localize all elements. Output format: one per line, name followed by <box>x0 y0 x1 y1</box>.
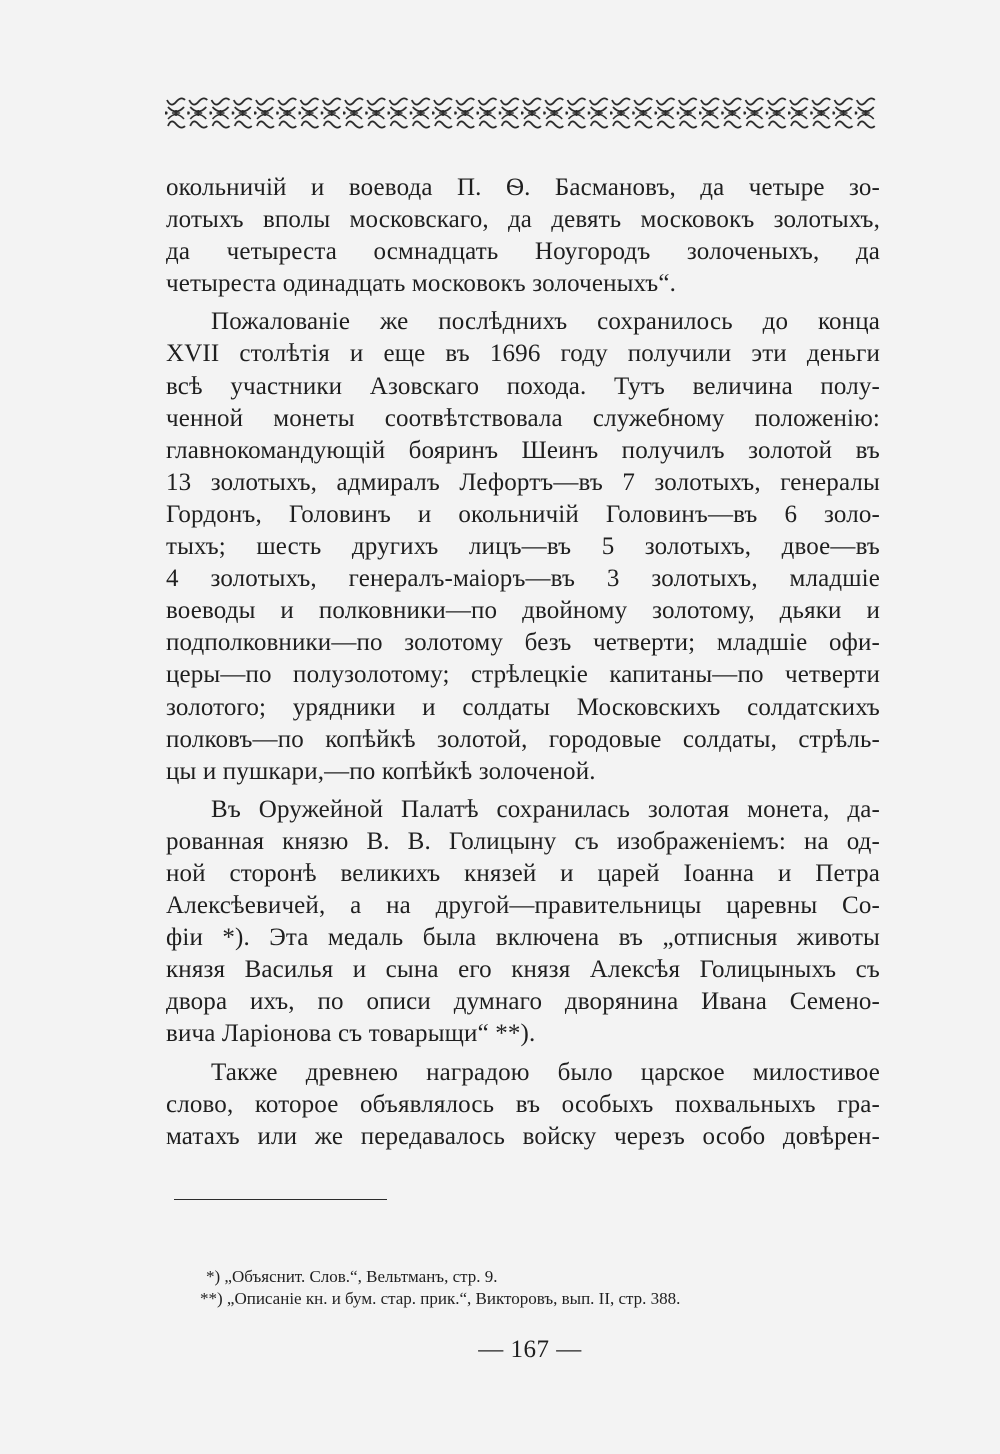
text-line: князя Василья и сына его князя Алексѣя Голицыныхъ съ <box>166 956 880 984</box>
paragraph <box>166 172 880 300</box>
body-text <box>166 172 880 1153</box>
text-line: фіи *). Эта медаль была включена въ „отписныя животы <box>166 924 880 952</box>
text-line: ченной монеты соотвѣтствовала служебному положенію: <box>166 404 880 432</box>
paragraph <box>166 306 880 787</box>
text-line: Гордонъ, Головинъ и окольничій Головинъ—въ 6 золо- <box>166 500 880 528</box>
text-line: подполковники—по золотому безъ четверти; младшіе офи- <box>166 629 880 657</box>
text-line: всѣ участники Азовскаго похода. Тутъ величина полу- <box>166 372 880 400</box>
text-line: Также древнею наградою было царское милостивое <box>211 1058 880 1086</box>
footnote: *) „Объяснит. Слов.“, Вельтманъ, стр. 9. <box>206 1267 498 1286</box>
text-line: золотого; урядники и солдаты Московскихъ солдатскихъ <box>166 693 880 721</box>
text-line: 13 золотыхъ, адмиралъ Лефортъ—въ 7 золотыхъ, генералы <box>166 468 880 496</box>
text-line: цы и пушкари,—по копѣйкѣ золоченой. <box>166 757 596 785</box>
text-line: матахъ или же передавалось войску черезъ особо довѣрен- <box>166 1122 880 1150</box>
text-line: главнокомандующій бояринъ Шеинъ получилъ золотой въ <box>166 436 880 464</box>
footnotes <box>200 1266 850 1310</box>
text-line: XVII столѣтія и еще въ 1696 году получили эти деньги <box>166 340 880 368</box>
decorative-header-border <box>165 96 877 130</box>
text-line: лотыхъ вполы московскаго, да девять московокъ золотыхъ, <box>166 206 880 234</box>
text-line: воеводы и полковники—по двойному золотому, дьяки и <box>166 597 880 625</box>
text-line: Въ Оружейной Палатѣ сохранилась золотая монета, да- <box>211 795 880 823</box>
text-line: тыхъ; шесть другихъ лицъ—въ 5 золотыхъ, двое—въ <box>166 533 880 561</box>
footnote-separator <box>174 1199 387 1200</box>
text-line: окольничій и воевода П. Ѳ. Басмановъ, да четыре зо- <box>166 174 880 201</box>
footnote: **) „Описаніе кн. и бум. стар. прик.“, Викторовъ, вып. II, стр. 388. <box>200 1289 681 1308</box>
paragraph <box>166 1057 880 1153</box>
text-line: церы—по полузолотому; стрѣлецкіе капитаны—по четверти <box>166 661 880 689</box>
paragraph <box>166 794 880 1051</box>
text-line: ной сторонѣ великихъ князей и царей Іоанна и Петра <box>166 859 880 887</box>
text-line: двора ихъ, по описи думнаго дворянина Ивана Семено- <box>166 988 880 1016</box>
text-line: Алексѣевичей, а на другой—правительницы царевны Со- <box>166 892 880 920</box>
text-line: да четыреста осмнадцать Ноугородъ золоченыхъ, да <box>166 238 880 266</box>
text-line: вича Ларіонова съ товарыщи“ **). <box>166 1020 536 1048</box>
text-line: рованная князю В. В. Голицыну съ изображеніемъ: на од- <box>166 827 880 855</box>
text-line: 4 золотыхъ, генералъ-маіоръ—въ 3 золотыхъ, младшіе <box>166 565 880 593</box>
text-line: полковъ—по копѣйкѣ золотой, городовые солдаты, стрѣль- <box>166 725 880 753</box>
page-number: — 167 — <box>478 1336 582 1363</box>
text-line: слово, которое объявлялось въ особыхъ похвальныхъ гра- <box>166 1090 880 1118</box>
text-line: Пожалованіе же послѣднихъ сохранилось до конца <box>211 308 880 336</box>
text-line: четыреста одинадцать московокъ золоченыхъ“. <box>166 270 676 298</box>
